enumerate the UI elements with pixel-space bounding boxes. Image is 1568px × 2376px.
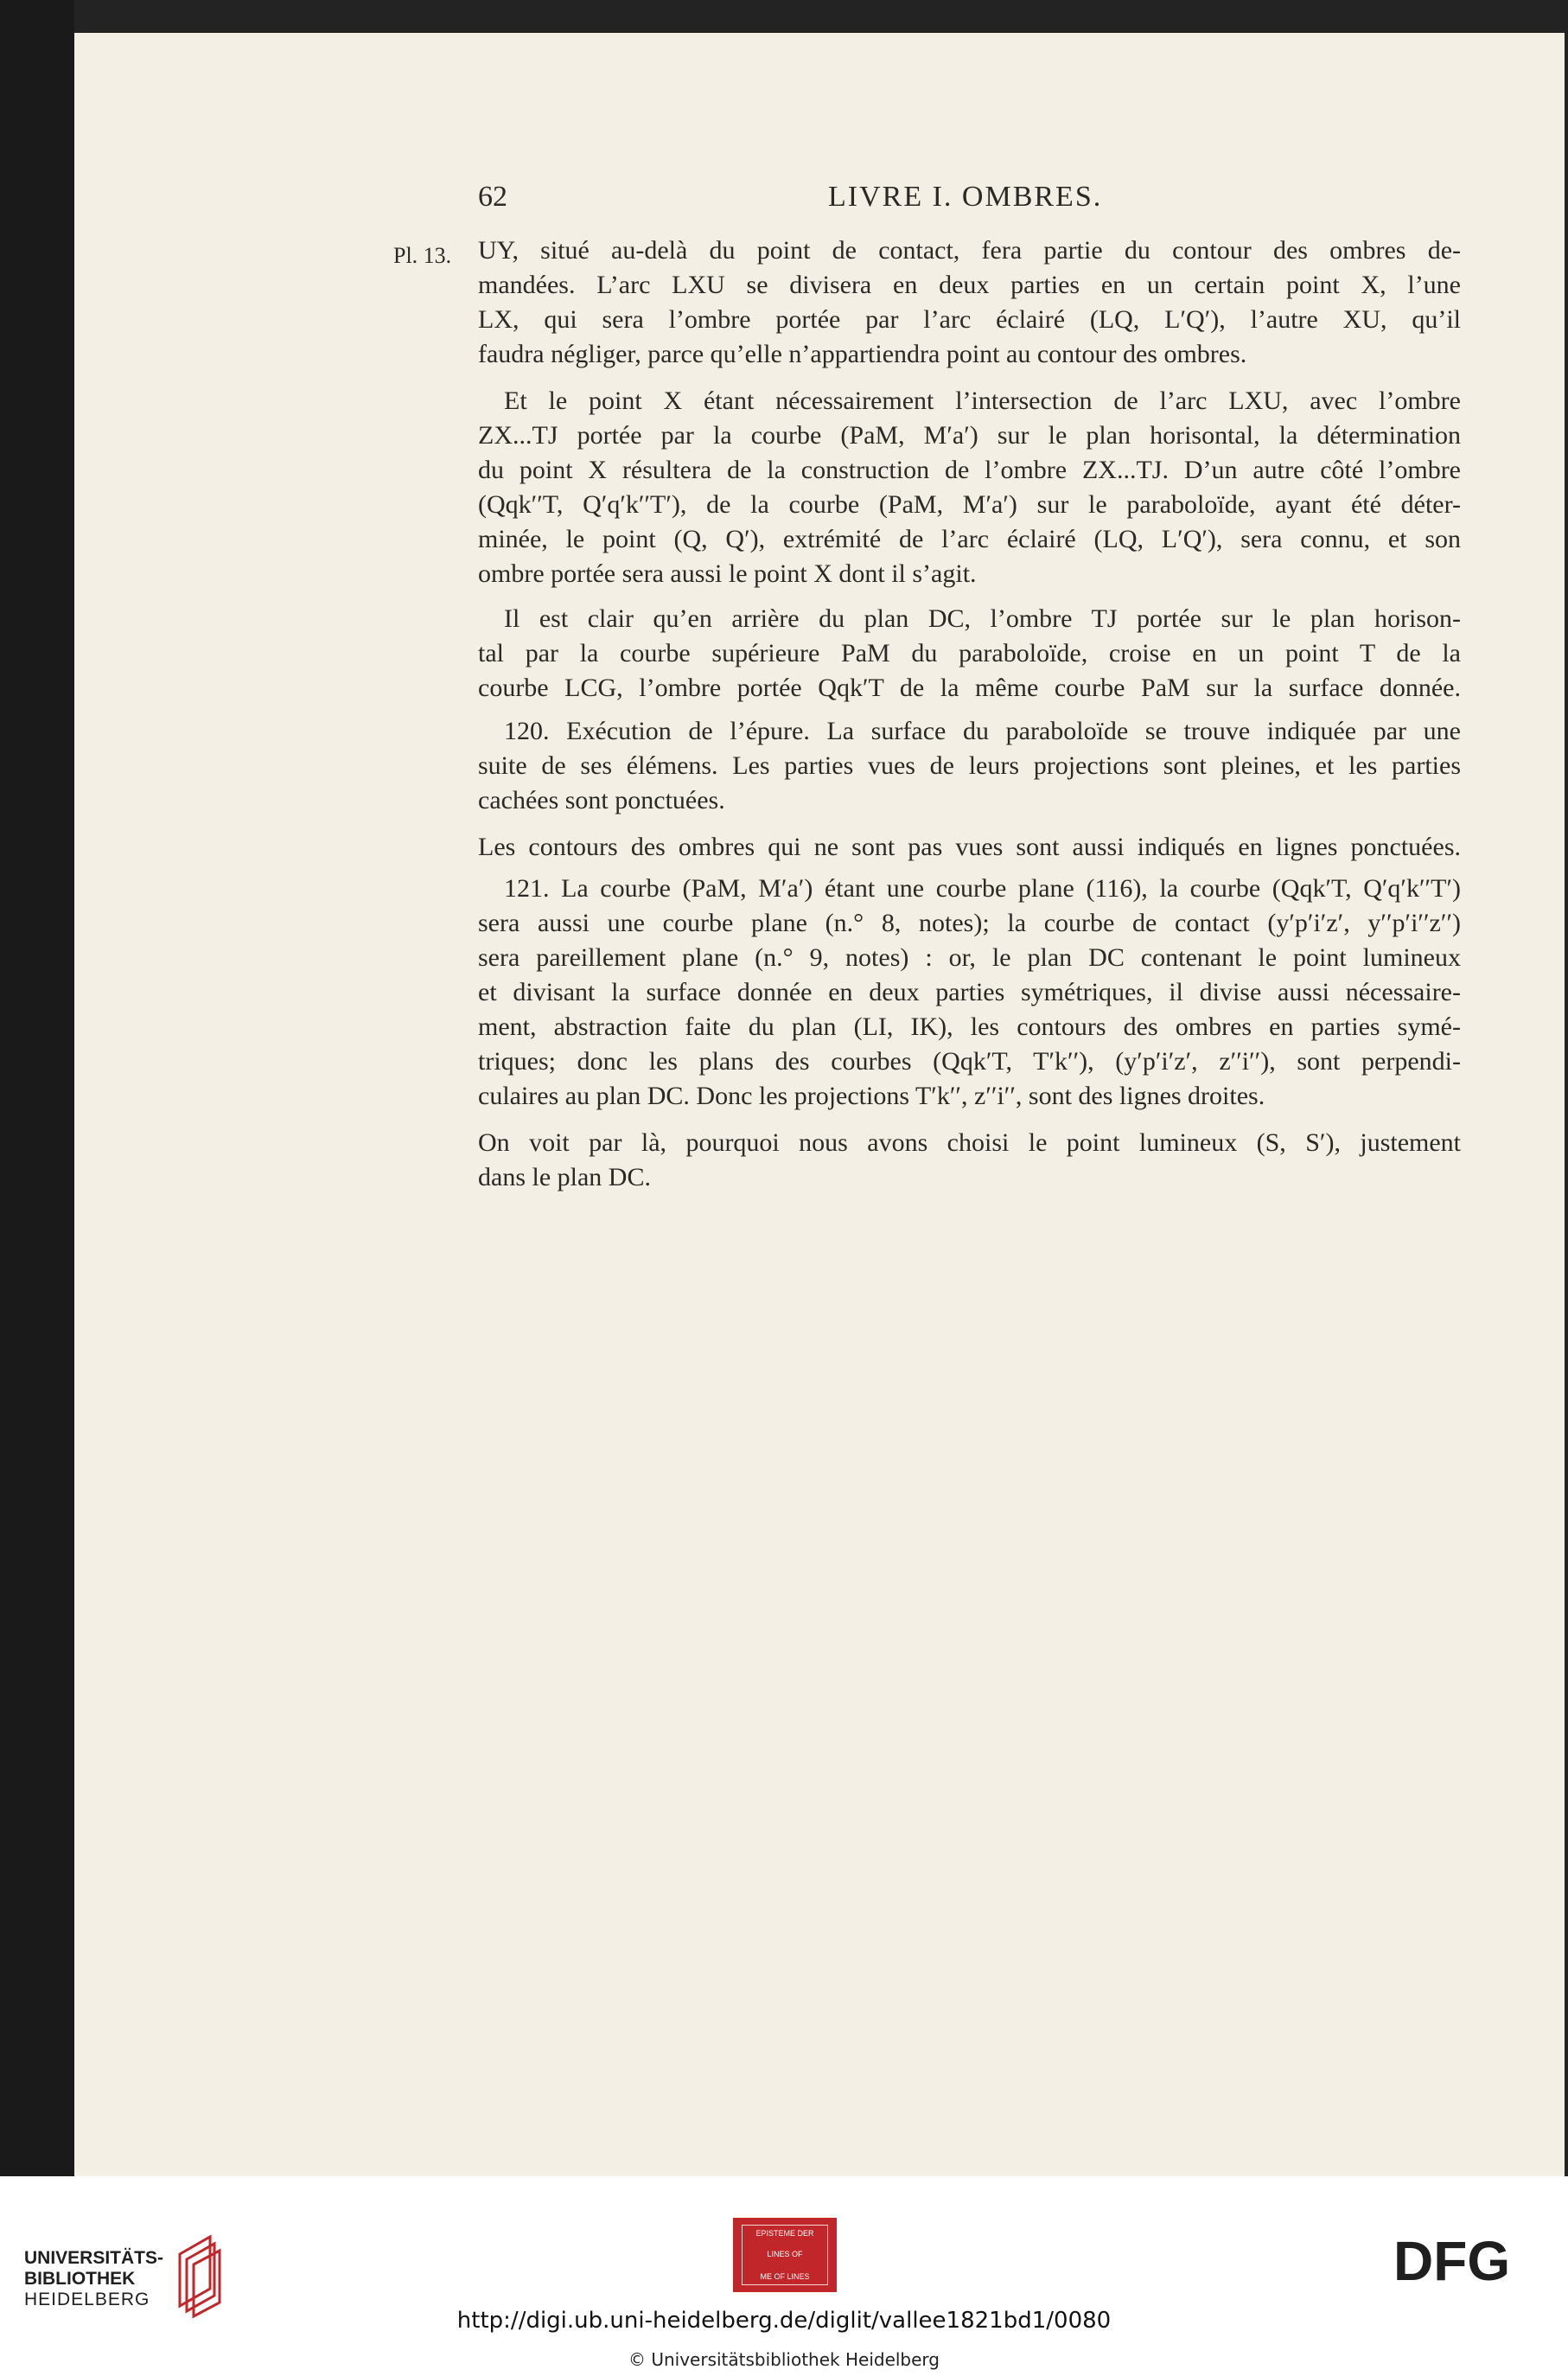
university-library-logo[interactable] [24, 2211, 232, 2315]
book-gutter [0, 0, 74, 2176]
text-line: 121. La courbe (PaM, M′a′) étant une courbe plane (116), la courbe (Qqk′T, Q′q′k′′T′) [504, 874, 1461, 903]
page-number: 62 [478, 181, 507, 213]
text-line: cachées sont ponctuées. [478, 786, 725, 814]
text-line: courbe LCG, l’ombre portée Qqk′T de la même courbe PaM sur la surface donnée. [478, 674, 1461, 702]
project-logo-text: ME OF LINES [760, 2272, 810, 2281]
text-line: minée, le point (Q, Q′), extrémité de l’arc éclairé (LQ, L′Q′), sera connu, et son [478, 525, 1461, 553]
viewer-footer [0, 2176, 1568, 2376]
project-logo[interactable] [733, 2218, 837, 2292]
text-line: UY, situé au-delà du point de contact, fera partie du contour des ombres de- [478, 236, 1461, 265]
text-line: ZX...TJ portée par la courbe (PaM, M′a′) sur le plan horisontal, la détermination [478, 421, 1461, 450]
text-line: triques; donc les plans des courbes (Qqk′T, T′k′′), (y′p′i′z′, z′′i′′), sont perpendi- [478, 1047, 1461, 1076]
copyright-notice: © Universitätsbibliothek Heidelberg [628, 2349, 940, 2370]
text-line: suite de ses élémens. Les parties vues de leurs projections sont pleines, et les parties [478, 751, 1461, 780]
library-name-line1: UNIVERSITÄTS- [24, 2248, 164, 2268]
text-line: Et le point X étant nécessairement l’intersection de l’arc LXU, avec l’ombre [504, 386, 1461, 415]
running-head-title: LIVRE I. OMBRES. [828, 181, 1103, 213]
library-name-line2: BIBLIOTHEK [24, 2269, 136, 2289]
project-logo-frame [742, 2225, 828, 2285]
text-line: ment, abstraction faite du plan (LI, IK), les contours des ombres en parties symé- [478, 1012, 1461, 1041]
library-name-line3: HEIDELBERG [24, 2290, 150, 2309]
text-line: 120. Exécution de l’épure. La surface du paraboloïde se trouve indiquée par une [504, 717, 1461, 745]
text-line: Les contours des ombres qui ne sont pas vues sont aussi indiqués en lignes ponctuées. [478, 833, 1461, 861]
text-line: culaires au plan DC. Donc les projections T′k′′, z′′i′′, sont des lignes droites. [478, 1082, 1265, 1110]
plate-reference: Pl. 13. [393, 243, 452, 268]
text-line: Il est clair qu’en arrière du plan DC, l’ombre TJ portée sur le plan horison- [504, 604, 1461, 633]
project-logo-text: EPISTEME DER [755, 2229, 814, 2238]
text-line: ombre portée sera aussi le point X dont il s’agit. [478, 559, 977, 588]
dfg-logo-text: DFG [1393, 2233, 1511, 2285]
text-line: sera aussi une courbe plane (n.° 8, notes); la courbe de contact (y′p′i′z′, y′′p′i′′z′′) [478, 909, 1461, 937]
project-logo-text: LINES OF [767, 2250, 803, 2258]
text-line: sera pareillement plane (n.° 9, notes) : or, le plan DC contenant le point lumineux [478, 943, 1461, 972]
text-line: et divisant la surface donnée en deux parties symétriques, il divise aussi nécessaire- [478, 978, 1461, 1006]
text-line: dans le plan DC. [478, 1163, 651, 1191]
text-line: LX, qui sera l’ombre portée par l’arc éclairé (LQ, L′Q′), l’autre XU, qu’il [478, 305, 1461, 334]
dfg-logo[interactable] [1393, 2233, 1547, 2285]
text-line: mandées. L’arc LXU se divisera en deux parties en un certain point X, l’une [478, 271, 1461, 299]
text-line: faudra négliger, parce qu’elle n’appartiendra point au contour des ombres. [478, 340, 1247, 368]
text-line: On voit par là, pourquoi nous avons choisi le point lumineux (S, S′), justement [478, 1128, 1461, 1157]
text-line: (Qqk′′T, Q′q′k′′T′), de la courbe (PaM, M′a′) sur le paraboloïde, ayant été déter- [478, 490, 1461, 519]
permalink-url[interactable]: http://digi.ub.uni-heidelberg.de/diglit/vallee1821bd1/0080 [456, 2308, 1112, 2334]
text-line: du point X résultera de la construction de l’ombre ZX...TJ. D’un autre côté l’ombre [478, 456, 1461, 484]
text-line: tal par la courbe supérieure PaM du paraboloïde, croise en un point T de la [478, 639, 1461, 667]
